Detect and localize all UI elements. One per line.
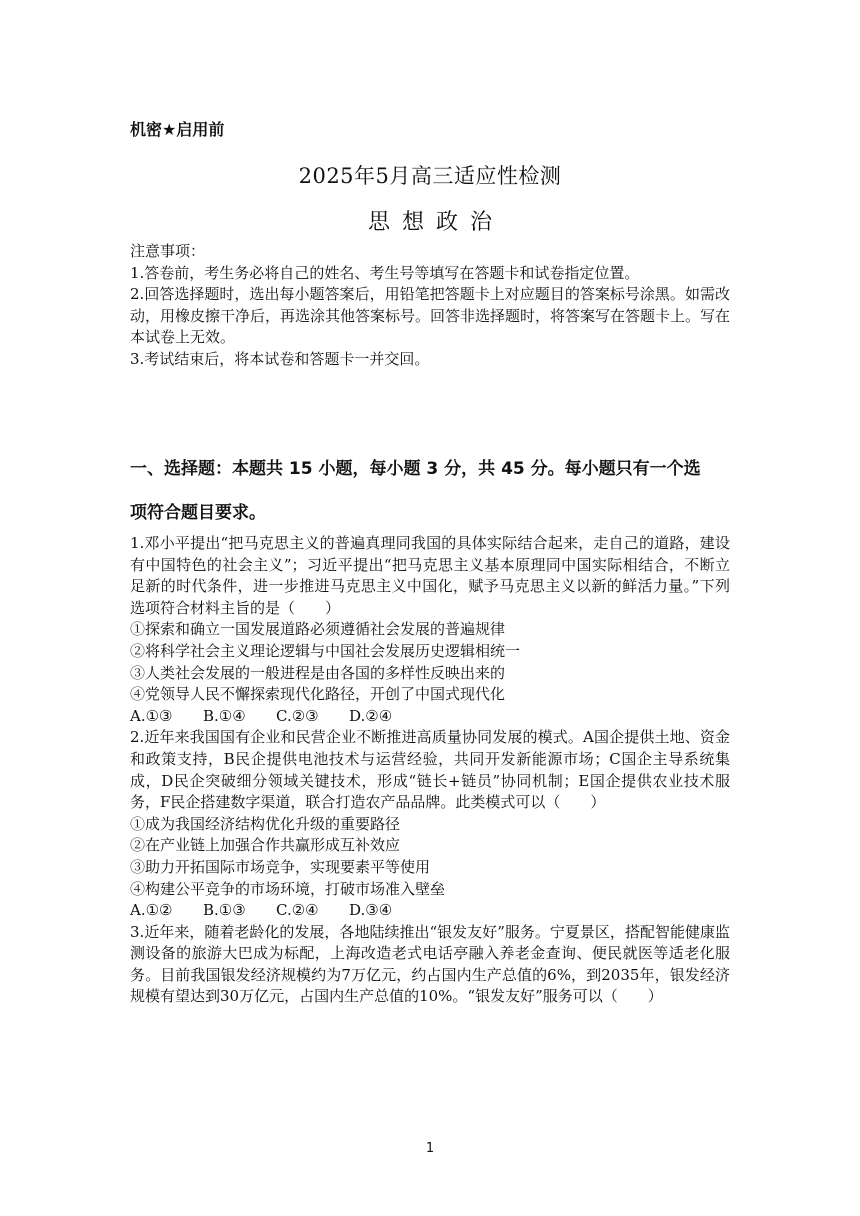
notice-item: 1.答卷前，考生务必将自己的姓名、考生号等填写在答题卡和试卷指定位置。 [130,263,640,282]
answer-choices [130,900,730,922]
question-option: ①成为我国经济结构优化升级的重要路径 [130,814,401,833]
notice-item: 2.回答选择题时，选出每小题答案后，用铅笔把答题卡上对应题目的答案标号涂黑。如需改动，用橡皮擦干净后，再选涂其他答案标号。回答非选择题时，将答案写在答题卡上。写在本试卷上无效。 [130,285,731,347]
question-option: ④构建公平竞争的市场环境，打破市场准入壁垒 [130,879,446,898]
question-list [130,533,730,1008]
answer-choice: C.②③ [276,706,319,725]
confidential-label: 机密★启用前 [130,120,225,139]
subject-title: 思想政治 [367,210,504,235]
answer-choice: A.①③ [130,706,173,725]
question-stem: 2.近年来我国国有企业和民营企业不断推进高质量协同发展的模式。A国企提供土地、资金和政策支持，B民企提供电池技术与运营经验，共同开发新能源市场；C国企主导系统集成，D民企突破细分领域关键技术，形成“链长+链员”协同机制；E国企提供农业技术服务，F民企搭建数字渠道，联合打造农产品品牌。此类模式可以（ ） [130,728,730,812]
answer-choice: C.②④ [276,901,319,920]
question-option: ③人类社会发展的一般进程是由各国的多样性反映出来的 [130,663,506,682]
notice-item: 3.考试结束后，将本试卷和答题卡一并交回。 [130,349,430,368]
question-stem: 1.邓小平提出“把马克思主义的普遍真理同我国的具体实际结合起来，走自己的道路，建设有中国特色的社会主义”；习近平提出“把马克思主义基本原理同中国实际相结合，不断立足新的时代条件，进一步推进马克思主义中国化，赋予马克思主义以新的鲜活力量。”下列选项符合材料主旨的是（ ） [130,534,730,617]
question-option: ②在产业链上加强合作共赢形成互补效应 [130,836,401,855]
answer-choice: B.①③ [203,901,246,920]
question-option: ④党领导人民不懈探索现代化路径，开创了中国式现代化 [130,685,506,704]
answer-choice: B.①④ [203,706,246,725]
question-stem: 3.近年来，随着老龄化的发展，各地陆续推出“银发友好”服务。宁夏景区，搭配智能健康监测设备的旅游大巴成为标配，上海改造老式电话亭融入养老金查询、便民就医等适老化服务。目前我国银发经济规模约为7万亿元，约占国内生产总值的6%，到2035年，银发经济规模有望达到30万亿元，占国内生产总值的10%。“银发友好”服务可以（ ） [130,922,730,1006]
question-option: ①探索和确立一国发展道路必须遵循社会发展的普遍规律 [130,620,506,639]
section-heading-line: 项符合题目要求。 [130,503,266,523]
question-option: ②将科学社会主义理论逻辑与中国社会发展历史逻辑相统一 [130,641,521,660]
answer-choice: D.②④ [349,706,393,725]
exam-title: 2025年5月高三适应性检测 [298,164,562,188]
answer-choices [130,706,730,728]
question-option: ③助力开拓国际市场竞争，实现要素平等使用 [130,857,431,876]
answer-choice: A.①② [130,901,173,920]
notice-block [130,241,730,371]
answer-choice: D.③④ [349,901,393,920]
notice-heading: 注意事项： [130,242,206,260]
section-heading-line: 一、选择题：本题共 15 小题，每小题 3 分，共 45 分。每小题只有一个选 [130,459,701,479]
page-number: 1 [425,1141,435,1156]
